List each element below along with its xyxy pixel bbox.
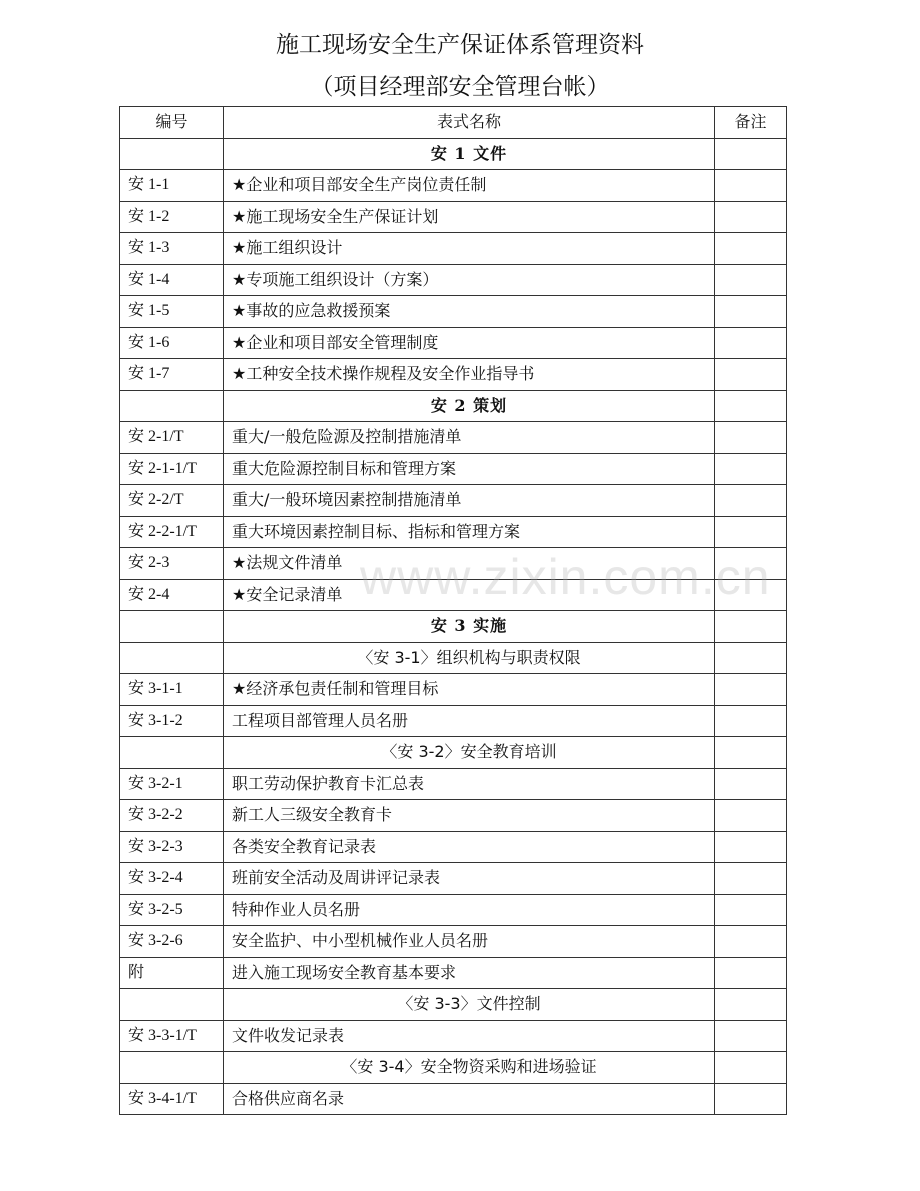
cell-name: 重大/一般危险源及控制措施清单 [224,422,715,454]
cell-name: 重大危险源控制目标和管理方案 [224,453,715,485]
cell-note [715,453,787,485]
cell-name: ★安全记录清单 [224,579,715,611]
cell-name: ★企业和项目部安全生产岗位责任制 [224,170,715,202]
header-code: 编号 [120,107,224,139]
table-row [120,233,787,265]
cell-name: 班前安全活动及周讲评记录表 [224,863,715,895]
cell-note [715,548,787,580]
cell-code: 安 3-2-2 [120,800,224,832]
table-row [120,201,787,233]
cell-note [715,768,787,800]
cell-code: 安 2-2-1/T [120,516,224,548]
cell-note [715,800,787,832]
cell-name: ★施工组织设计 [224,233,715,265]
cell-note [715,926,787,958]
cell-note [715,327,787,359]
table-row [120,359,787,391]
cell-name: ★经济承包责任制和管理目标 [224,674,715,706]
table-row [120,705,787,737]
cell-note [715,516,787,548]
section-title [224,611,715,643]
cell-note [715,390,787,422]
ledger-table [119,106,787,1115]
header-name: 表式名称 [224,107,715,139]
cell-name: 新工人三级安全教育卡 [224,800,715,832]
cell-name: 各类安全教育记录表 [224,831,715,863]
cell-note [715,737,787,769]
cell-code: 安 1-6 [120,327,224,359]
cell-note [715,642,787,674]
table-row [120,579,787,611]
cell-note [715,170,787,202]
cell-code: 安 3-2-4 [120,863,224,895]
cell-name: 安全监护、中小型机械作业人员名册 [224,926,715,958]
table-row [120,1020,787,1052]
table-row [120,863,787,895]
cell-note [715,579,787,611]
cell-code [120,390,224,422]
table-row [120,548,787,580]
cell-note [715,422,787,454]
table-row [120,264,787,296]
section-row [120,611,787,643]
table-row [120,831,787,863]
table-row [120,327,787,359]
cell-code [120,737,224,769]
table-header-row [120,107,787,139]
table-row [120,1083,787,1115]
cell-note [715,233,787,265]
cell-note [715,201,787,233]
subsection-title: 〈安 3-1〉组织机构与职责权限 [224,642,715,674]
cell-code: 安 3-2-1 [120,768,224,800]
cell-code: 安 1-3 [120,233,224,265]
cell-code: 安 3-4-1/T [120,1083,224,1115]
header-note: 备注 [715,107,787,139]
cell-note [715,138,787,170]
document-subtitle: （项目经理部安全管理台帐） [310,74,610,100]
cell-code: 安 2-1-1/T [120,453,224,485]
cell-code: 安 1-7 [120,359,224,391]
table-row [120,516,787,548]
cell-note [715,831,787,863]
cell-name: ★法规文件清单 [224,548,715,580]
cell-note [715,674,787,706]
cell-name: ★专项施工组织设计（方案） [224,264,715,296]
cell-code: 安 2-3 [120,548,224,580]
cell-code: 安 2-1/T [120,422,224,454]
subsection-title: 〈安 3-4〉安全物资采购和进场验证 [224,1052,715,1084]
cell-code: 安 1-1 [120,170,224,202]
cell-name: 职工劳动保护教育卡汇总表 [224,768,715,800]
cell-code [120,642,224,674]
table-row [120,894,787,926]
cell-name: ★施工现场安全生产保证计划 [224,201,715,233]
section-row [120,390,787,422]
cell-code: 安 1-4 [120,264,224,296]
cell-code: 安 3-2-3 [120,831,224,863]
section-title [224,138,715,170]
cell-note [715,359,787,391]
table-row [120,453,787,485]
table-row [120,768,787,800]
table-row [120,170,787,202]
cell-code [120,611,224,643]
cell-code [120,138,224,170]
table-row [120,926,787,958]
table-row [120,957,787,989]
cell-code: 安 2-2/T [120,485,224,517]
cell-code [120,989,224,1021]
table-row [120,485,787,517]
cell-code: 安 1-5 [120,296,224,328]
subsection-row [120,989,787,1021]
cell-note [715,957,787,989]
subsection-title: 〈安 3-3〉文件控制 [224,989,715,1021]
cell-code: 附 [120,957,224,989]
cell-name: ★企业和项目部安全管理制度 [224,327,715,359]
table-body [120,138,787,1115]
section-label: 安 2 策划 [430,395,508,415]
cell-name: 特种作业人员名册 [224,894,715,926]
section-label: 安 3 实施 [430,616,508,636]
cell-note [715,485,787,517]
document-title: 施工现场安全生产保证体系管理资料 [276,32,644,58]
cell-name: 重大/一般环境因素控制措施清单 [224,485,715,517]
cell-code: 安 2-4 [120,579,224,611]
cell-code: 安 3-2-6 [120,926,224,958]
cell-code: 安 3-1-2 [120,705,224,737]
cell-name: 工程项目部管理人员名册 [224,705,715,737]
cell-name: 进入施工现场安全教育基本要求 [224,957,715,989]
table-row [120,674,787,706]
cell-note [715,296,787,328]
cell-name: 重大环境因素控制目标、指标和管理方案 [224,516,715,548]
subsection-title: 〈安 3-2〉安全教育培训 [224,737,715,769]
cell-note [715,705,787,737]
table-row [120,800,787,832]
subsection-row [120,642,787,674]
cell-code: 安 1-2 [120,201,224,233]
cell-name: 文件收发记录表 [224,1020,715,1052]
subsection-row [120,737,787,769]
table-row [120,296,787,328]
section-label: 安 1 文件 [430,143,508,163]
watermark: www.zixin.com.cn [360,549,771,605]
section-title [224,390,715,422]
cell-note [715,894,787,926]
cell-note [715,611,787,643]
table-row [120,422,787,454]
cell-name: ★工种安全技术操作规程及安全作业指导书 [224,359,715,391]
cell-code: 安 3-3-1/T [120,1020,224,1052]
section-row [120,138,787,170]
cell-note [715,989,787,1021]
cell-note [715,264,787,296]
cell-note [715,1052,787,1084]
cell-code: 安 3-2-5 [120,894,224,926]
cell-note [715,1083,787,1115]
cell-code: 安 3-1-1 [120,674,224,706]
cell-code [120,1052,224,1084]
cell-note [715,863,787,895]
cell-name: ★事故的应急救援预案 [224,296,715,328]
subsection-row [120,1052,787,1084]
cell-note [715,1020,787,1052]
cell-name: 合格供应商名录 [224,1083,715,1115]
